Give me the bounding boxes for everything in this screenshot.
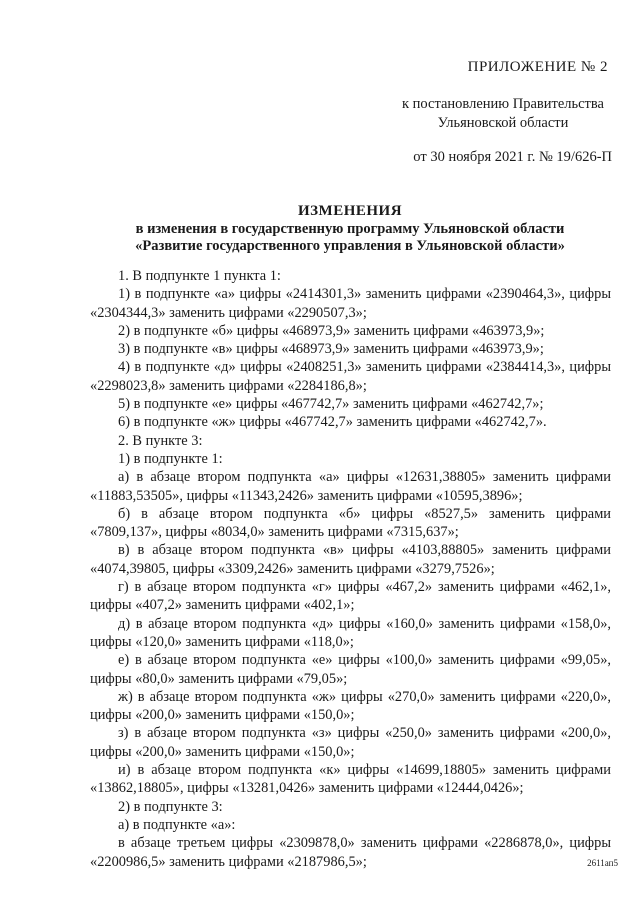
- document-title: [80, 203, 620, 255]
- paragraph: 4) в подпункте «д» цифры «2408251,3» заменить цифрами «2384414,3», цифры «2298023,8» заменить цифрами «2284186,8»;: [90, 359, 611, 394]
- paragraph: 2) в подпункте «б» цифры «468973,9» заменить цифрами «463973,9»;: [118, 322, 545, 339]
- paragraph: 5) в подпункте «е» цифры «467742,7» заменить цифрами «462742,7»;: [118, 396, 544, 413]
- paragraph: г) в абзаце втором подпункта «г» цифры «467,2» заменить цифрами «462,1», цифры «407,2» заменить цифрами «402,1»;: [90, 579, 611, 614]
- paragraph: и) в абзаце втором подпункта «к» цифры «14699,18805» заменить цифрами «13862,18805», цифры «13281,0426» заменить цифрами «12444,0426»;: [90, 762, 611, 797]
- paragraph: з) в абзаце втором подпункта «з» цифры «250,0» заменить цифрами «200,0», цифры «200,0» заменить цифрами «150,0»;: [90, 725, 611, 760]
- resolution-line-1: к постановлению Правительства: [402, 96, 604, 112]
- title-sub-1: в изменения в государственную программу Ульяновской области: [135, 221, 565, 237]
- resolution-reference: [402, 95, 604, 133]
- paragraph: ж) в абзаце втором подпункта «ж» цифры «270,0» заменить цифрами «220,0», цифры «200,0» заменить цифрами «150,0»;: [90, 688, 611, 724]
- resolution-date: от 30 ноября 2021 г. № 19/626-П: [413, 149, 612, 165]
- paragraph: а) в абзаце втором подпункта «а» цифры «12631,38805» заменить цифрами «11883,53505», цифры «11343,2426» заменить цифрами «10595,3896»;: [90, 469, 611, 504]
- title-main: ИЗМЕНЕНИЯ: [297, 203, 403, 219]
- title-sub-2: «Развитие государственного управления в Ульяновской области»: [135, 238, 565, 254]
- footer-code: 2611ап5: [587, 858, 618, 868]
- resolution-line-2: Ульяновской области: [437, 115, 569, 131]
- paragraph: в) в абзаце втором подпункта «в» цифры «4103,88805» заменить цифрами «4074,39805, цифры «3309,2426» заменить цифрами «3279,7526»;: [90, 542, 611, 577]
- paragraph: 1. В подпункте 1 пункта 1:: [118, 268, 281, 284]
- paragraph: 1) в подпункте «а» цифры «2414301,3» заменить цифрами «2390464,3», цифры «2304344,3» заменить цифрами «2290507,3»;: [90, 286, 611, 321]
- attachment-label: ПРИЛОЖЕНИЕ № 2: [467, 59, 608, 75]
- paragraph: 3) в подпункте «в» цифры «468973,9» заменить цифрами «463973,9»;: [118, 341, 544, 358]
- document-body: [90, 267, 611, 871]
- paragraph: 6) в подпункте «ж» цифры «467742,7» заменить цифрами «462742,7».: [118, 414, 547, 431]
- paragraph: в абзаце третьем цифры «2309878,0» заменить цифрами «2286878,0», цифры «2200986,5» заменить цифрами «2187986,5»;: [90, 835, 611, 870]
- paragraph: б) в абзаце втором подпункта «б» цифры «8527,5» заменить цифрами «7809,137», цифры «8034,0» заменить цифрами «7315,637»;: [90, 505, 611, 541]
- paragraph: а) в подпункте «а»:: [118, 816, 236, 833]
- paragraph: 2. В пункте 3:: [118, 432, 203, 449]
- paragraph: 2) в подпункте 3:: [118, 798, 223, 815]
- paragraph: е) в абзаце втором подпункта «е» цифры «100,0» заменить цифрами «99,05», цифры «80,0» заменить цифрами «79,05»;: [90, 652, 611, 687]
- paragraph: д) в абзаце втором подпункта «д» цифры «160,0» заменить цифрами «158,0», цифры «120,0» заменить цифрами «118,0»;: [90, 615, 611, 650]
- paragraph: 1) в подпункте 1:: [118, 450, 223, 467]
